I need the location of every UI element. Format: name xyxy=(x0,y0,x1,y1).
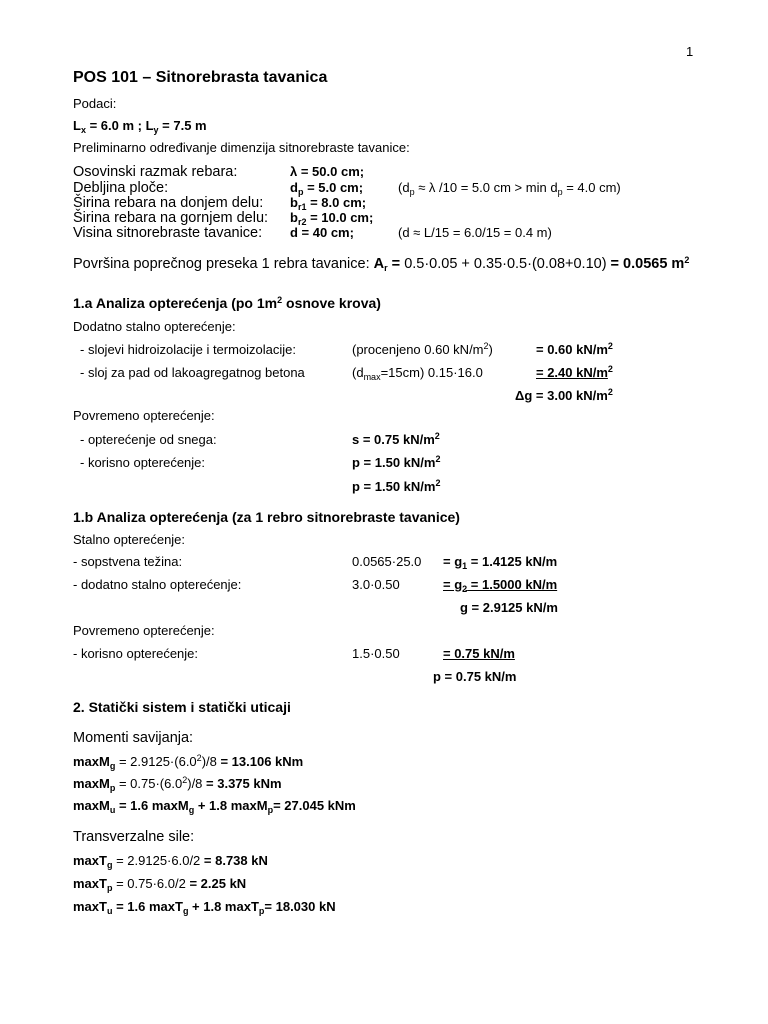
load-row-1-label: - slojevi hidroizolacije i termoizolacije: xyxy=(80,342,297,357)
podaci-label: Podaci: xyxy=(73,96,117,111)
section-1b-title: 1.b Analiza opterećenja (za 1 rebro sitnorebraste tavanice) xyxy=(73,509,460,525)
param-value-1: λ = 50.0 cm; xyxy=(290,164,365,179)
page-number: 1 xyxy=(686,44,694,59)
param-note-2: ($d_p \approx \lambda$ /10 = 5.0 cm > $\min d_p = 4.0$ cm) xyxy=(398,180,621,197)
rib-load-3-label: - korisno opterećenje: xyxy=(73,646,199,661)
load-row-2-label: - sloj za pad od lakoagregatnog betona xyxy=(80,365,305,380)
load-row-1-value: = 0.60 $kN/m^2$ xyxy=(536,341,613,357)
rib-load-1-calc: 0.0565·25.0 xyxy=(352,554,422,569)
povremeno-label-1a: Povremeno opterećenje: xyxy=(73,408,215,423)
p-total-1a: p = 1.50 $kN/m^2$ xyxy=(352,478,441,494)
section-1a-title: 1.a Analiza opterećenja (po $1m^2$ osnove krova) xyxy=(73,295,381,311)
load-row-4-label: - korisno opterećenje: xyxy=(80,455,206,470)
delta-g-total: Δg = 3.00 $kN/m^2$ xyxy=(515,387,613,403)
load-row-1-calc: (procenjeno 0.60 $kN/m^2$) xyxy=(352,341,493,357)
load-row-2-value: = 2.40 $kN/m^2$ xyxy=(536,364,613,380)
momenti-label: Momenti savijanja: xyxy=(73,730,194,746)
prelim-heading: Preliminarno određivanje dimenzija sitnorebraste tavanice: xyxy=(73,140,410,155)
shear-g: maxT$_g$ = 2.9125·6.0/2 = 8.738 kN xyxy=(73,853,268,870)
param-note-5: (d ≈ L/15 = 6.0/15 = 0.4 m) xyxy=(398,225,552,240)
param-label-4: Širina rebara na gornjem delu: xyxy=(73,210,269,226)
document-title: POS 101 – Sitnorebrasta tavanica xyxy=(73,69,328,86)
param-label-5: Visina sitnorebraste tavanice: xyxy=(73,225,263,241)
rib-load-3-value: = 0.75 kN/m xyxy=(443,646,515,661)
param-value-2: $d_p = 5.0$ cm; xyxy=(290,180,364,197)
povremeno-label-1b: Povremeno opterećenje: xyxy=(73,623,215,638)
load-row-3-label: - opterećenje od snega: xyxy=(80,432,217,447)
shear-p: maxT$_p$ = 0.75·6.0/2 = 2.25 kN xyxy=(73,876,247,893)
rib-load-1-value: = $g_1 = 1.4125$ kN/m xyxy=(443,554,558,571)
transverzalne-label: Transverzalne sile: xyxy=(73,829,195,845)
cross-section-area: Površina poprečnog preseka 1 rebra tavanice: $A_r = 0.5\cdot 0.05 + 0.35\cdot 0.5\cdot(0.08+0.10) = 0.0565$ $m^2$ xyxy=(73,255,690,273)
rib-load-2-value: = $g_2 = 1.5000$ kN/m xyxy=(443,577,558,594)
moment-p: $\max M_p = 0.75\cdot(6.0^2)/8 = 3.375$ kNm xyxy=(73,775,282,793)
param-label-2: Debljina ploče: xyxy=(73,180,169,196)
rib-load-2-label: - dodatno stalno opterećenje: xyxy=(73,577,242,592)
span-dimensions: $L_x = 6.0$ m ; $L_y = 7.5$ m xyxy=(73,118,207,135)
dodatno-label: Dodatno stalno opterećenje: xyxy=(73,319,236,334)
section-2-title: 2. Statički sistem i statički uticaji xyxy=(73,699,291,715)
rib-load-1-label: - sopstvena težina: xyxy=(73,554,183,569)
moment-g: $\max M_g = 2.9125\cdot(6.0^2)/8 = 13.106$ kNm xyxy=(73,753,304,771)
param-value-4: $b_{r2} = 10.0$ cm; xyxy=(290,210,374,227)
moment-u: maxM$_u$ = 1.6 maxM$_g$ + 1.8 maxM$_p$= 27.045 kNm xyxy=(73,798,356,815)
stalno-label: Stalno opterećenje: xyxy=(73,532,186,547)
rib-load-2-calc: 3.0·0.50 xyxy=(352,577,400,592)
param-label-3: Širina rebara na donjem delu: xyxy=(73,195,264,211)
p-total-1b: p = 0.75 kN/m xyxy=(433,669,517,684)
shear-u: maxT$_u$ = 1.6 maxT$_g$ + 1.8 maxT$_p$= 18.030 kN xyxy=(73,899,336,916)
load-row-4-value: p = 1.50 $kN/m^2$ xyxy=(352,454,441,470)
param-value-5: d = 40 cm; xyxy=(290,225,354,240)
rib-load-3-calc: 1.5·0.50 xyxy=(352,646,400,661)
g-total-1b: g = 2.9125 kN/m xyxy=(460,600,558,615)
load-row-2-calc: $(d_{max}=15cm)$ 0.15·16.0 xyxy=(352,365,483,382)
load-row-3-value: s = 0.75 $kN/m^2$ xyxy=(352,431,440,447)
param-label-1: Osovinski razmak rebara: xyxy=(73,164,238,180)
param-value-3: $b_{r1} = 8.0$ cm; xyxy=(290,195,367,212)
